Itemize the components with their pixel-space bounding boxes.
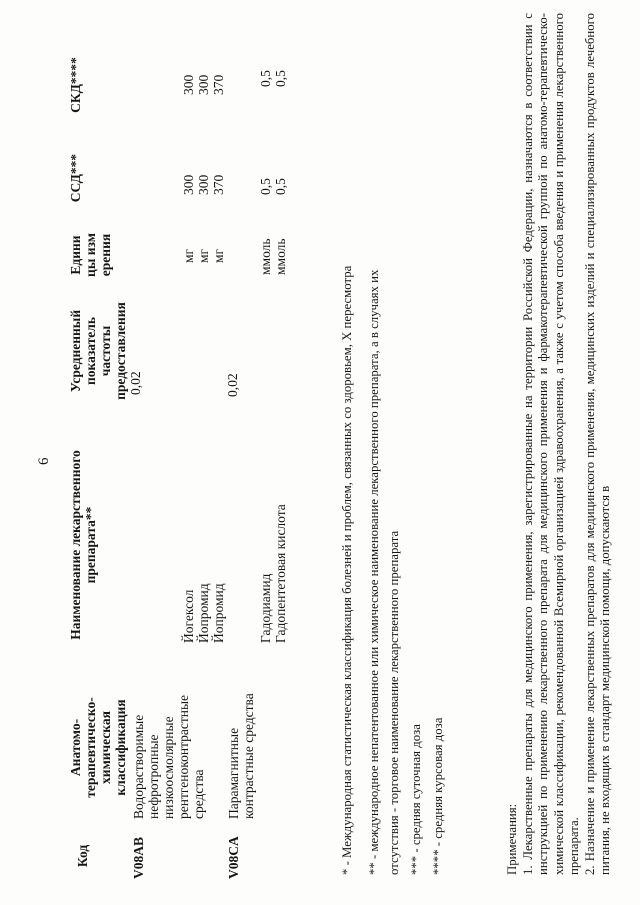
header-units: Единицы измерения [68, 233, 113, 277]
group1-frequency: 0,02 [128, 371, 143, 395]
group1-drug-1-skd: 300 [181, 74, 196, 95]
group1-drug-1-name: Йогексол [181, 589, 196, 643]
group1-drug-2-ssd: 300 [196, 174, 211, 195]
header-skd: СКД**** [68, 57, 83, 113]
page-number: 6 [36, 457, 52, 465]
header-atc: Анатомо-терапевтическо-химическая классификация [68, 697, 128, 798]
group1-drug-3-skd: 370 [211, 74, 226, 95]
footnote-ssd: *** - средняя суточная доза [409, 724, 423, 875]
group1-drug-2-unit: мг [196, 248, 211, 263]
footnote-skd: **** - средняя курсовая доза [431, 717, 445, 875]
group2-drug-1-ssd: 0,5 [258, 178, 273, 195]
footnote-icd: * - Международная статистическая классификация болезней и проблем, связанных со здоровьем, X пересмотра [340, 265, 354, 875]
notes-title: Примечания: [505, 803, 519, 875]
group2-code: V08CA [226, 836, 241, 879]
group1-drug-2-name: Йопромид [196, 583, 211, 643]
group2-drug-1-name: Гадодиамид [258, 573, 273, 643]
group1-code: V08AB [131, 836, 146, 879]
group2-drug-2-ssd: 0,5 [273, 178, 288, 195]
note-2: 2. Назначение и применение лекарственных препаратов для медицинского применения, медицинских изделий и специализированных продуктов лечебного питания, не входящих в стандарт медицинской помощи, допускаются в [583, 13, 613, 875]
group2-atc: Парамагнитные контрастные средства [226, 693, 256, 819]
group1-drug-1-unit: мг [181, 248, 196, 263]
group1-drug-3-name: Йопромид [211, 583, 226, 643]
group1-drug-2-skd: 300 [196, 74, 211, 95]
group2-drug-1-unit: ммоль [258, 238, 273, 275]
footnote-inn-line2: отсутствия - торговое наименование лекарственного препарата [387, 530, 401, 875]
group1-drug-1-ssd: 300 [181, 174, 196, 195]
group1-atc: Водорастворимые нефротропные низкоосмолярные рентгеноконтрастные средства [131, 694, 206, 819]
group2-frequency: 0,02 [225, 373, 240, 397]
group2-drug-2-name: Гадопентетовая кислота [273, 504, 288, 643]
header-code: Код [75, 844, 90, 868]
header-ssd: ССД*** [68, 153, 83, 203]
group2-drug-1-skd: 0,5 [258, 70, 273, 87]
note-1: 1. Лекарственные препараты для медицинского применения, зарегистрированные на территории Российской Федерации, назначаются в соответствии с инструкцией по применению лекарственного препарата для медицинского применения и фармакотерапевтической группой по анатомо-терапевтическо-химической классификации, рекомендованной Всемирной организацией здравоохранения, а также с учетом способа введения и применения лекарственного препарата. [521, 13, 581, 875]
header-frequency: Усредненный показатель частоты предоставления [68, 302, 128, 400]
group1-drug-3-ssd: 370 [211, 174, 226, 195]
group2-drug-2-unit: ммоль [273, 238, 288, 275]
footnote-inn-line1: ** - международное непатентованное или химическое наименование лекарственного препарата, а в случаях их [367, 269, 381, 875]
group2-drug-2-skd: 0,5 [273, 70, 288, 87]
group1-drug-3-unit: мг [211, 248, 226, 263]
header-drug-name: Наименование лекарственного препарата** [68, 450, 98, 640]
